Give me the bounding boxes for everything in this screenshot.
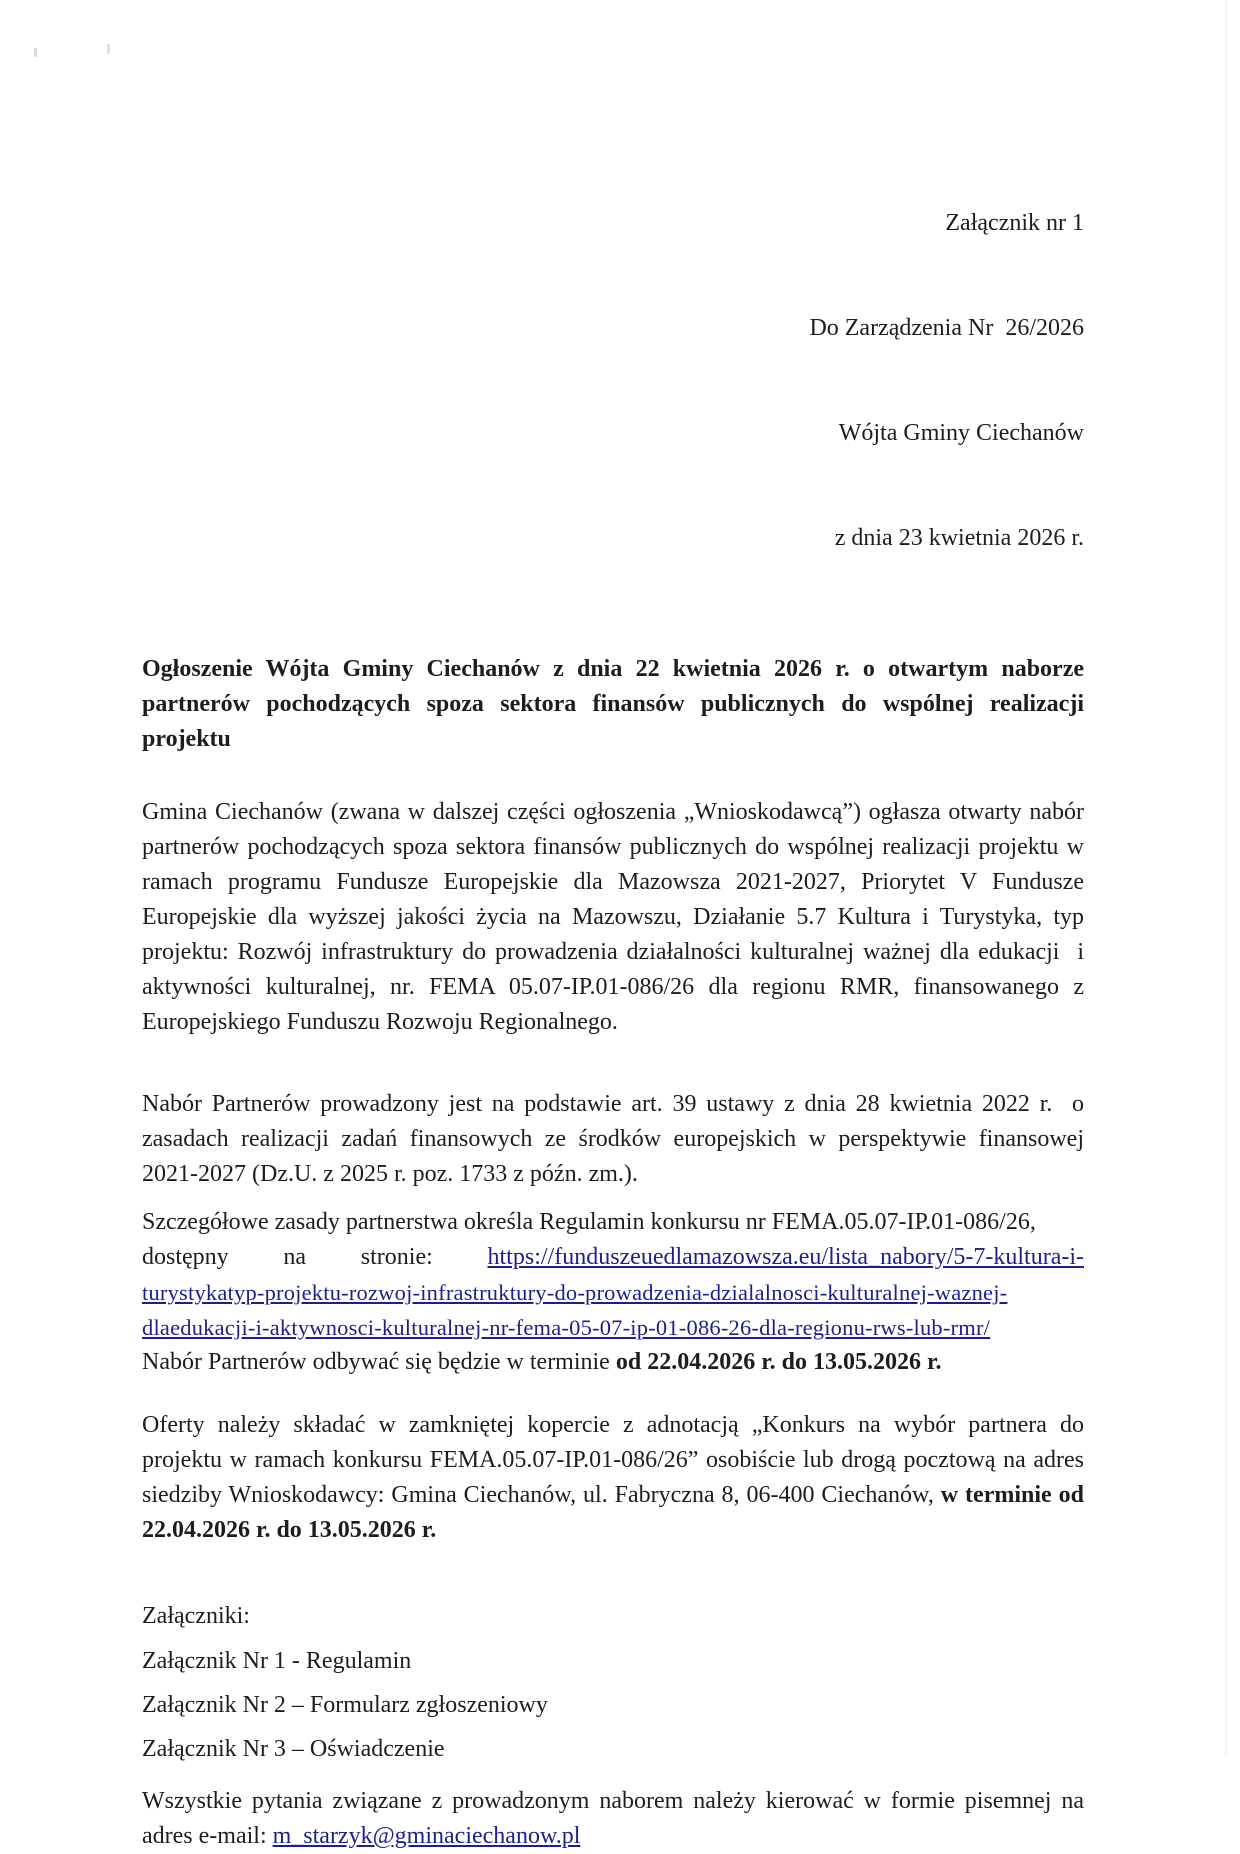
reference-line-attachment-number: Załącznik nr 1 bbox=[945, 210, 1084, 236]
recruitment-deadline-line bbox=[142, 1345, 1084, 1380]
attachment-item-3: Załącznik Nr 3 – Oświadczenie bbox=[142, 1736, 445, 1762]
text-run: Nabór Partnerów odbywać się będzie w terminie bbox=[142, 1349, 616, 1375]
regulation-url-link-line-2[interactable]: turystykatyp-projektu-rozwoj-infrastruktury-do-prowadzenia-dzialalnosci-kulturalnej-waznej- bbox=[142, 1280, 1008, 1305]
bold-text-run: od 22.04.2026 r. do 13.05.2026 r. bbox=[615, 1349, 942, 1375]
reference-line-issuer: Wójta Gminy Ciechanów bbox=[838, 420, 1084, 446]
regulation-url-row bbox=[142, 1275, 1084, 1310]
text-run: Oferty należy składać w zamkniętej kopercie z adnotacją „Konkurs na wybór partnera do projektu w ramach konkursu FEMA.05.07-IP.01-086/26” osobiście lub drogą pocztową na adres siedziby Wnioskodawcy: Gmina Ciechanów, ul. Fabryczna 8, 06-400 Ciechanów, bbox=[142, 1412, 1090, 1508]
bold-text-run: w terminie od 22.04.2026 r. do 13.05.2026 r. bbox=[142, 1482, 1090, 1543]
scan-edge-line bbox=[1225, 0, 1227, 1755]
regulations-intro-line: Szczegółowe zasady partnerstwa określa Regulamin konkursu nr FEMA.05.07-IP.01-086/26, bbox=[142, 1209, 1036, 1235]
attachment-item-1: Załącznik Nr 1 - Regulamin bbox=[142, 1648, 412, 1674]
document-title: Ogłoszenie Wójta Gminy Ciechanów z dnia 22 kwietnia 2026 r. o otwartym naborze partnerów pochodzących spoza sektora finansów publicznych do wspólnej realizacji projektu bbox=[142, 656, 1084, 752]
regulation-url-link-line-3[interactable]: dlaedukacji-i-aktywnosci-kulturalnej-nr-fema-05-07-ip-01-086-26-dla-regionu-rws-lub-rmr/ bbox=[142, 1315, 991, 1340]
attachment-item-2: Załącznik Nr 2 – Formularz zgłoszeniowy bbox=[142, 1692, 548, 1718]
regulations-available-line bbox=[142, 1240, 1084, 1275]
regulation-url-row bbox=[142, 1310, 1084, 1345]
regulations-available-prefix: dostępny na stronie: bbox=[142, 1244, 433, 1270]
regulation-url-link-line-1[interactable]: https://funduszeuedlamazowsza.eu/lista_nabory/5-7-kultura-i- bbox=[487, 1244, 1084, 1270]
attachments-label: Załączniki: bbox=[142, 1603, 250, 1629]
scan-speck bbox=[107, 44, 110, 54]
document-page bbox=[142, 0, 1090, 1854]
body-paragraph-announcement: Gmina Ciechanów (zwana w dalszej części ogłoszenia „Wnioskodawcą”) ogłasza otwarty nabór partnerów pochodzących spoza sektora finansów publicznych do wspólnej realizacji projektu w ramach programu Fundusze Europejskie dla Mazowsza 2021-2027, Priorytet V Fundusze Europejskie dla wyższej jakości życia na Mazowszu, Działanie 5.7 Kultura i Turystyka, typ projektu: Rozwój infrastruktury do prowadzenia działalności kulturalnej ważnej dla edukacji i aktywności kulturalnej, nr. FEMA 05.07-IP.01-086/26 dla regionu RMR, finansowanego z Europejskiego Funduszu Rozwoju Regionalnego. bbox=[142, 799, 1090, 1035]
footer-contact-paragraph bbox=[142, 1784, 1084, 1854]
header-reference-block bbox=[142, 0, 1084, 626]
scan-speck bbox=[34, 48, 37, 57]
body-paragraph-regulations bbox=[142, 1205, 1084, 1380]
text-run: Wszystkie pytania związane z prowadzonym naborem należy kierować w formie pisemnej na adres e-mail: bbox=[142, 1788, 1084, 1849]
email-link[interactable]: m_starzyk@gminaciechanow.pl bbox=[272, 1823, 581, 1849]
reference-line-ordinance-number: Do Zarządzenia Nr 26/2026 bbox=[809, 315, 1084, 341]
body-paragraph-legal-basis: Nabór Partnerów prowadzony jest na podstawie art. 39 ustawy z dnia 28 kwietnia 2022 r. o zasadach realizacji zadań finansowych ze środków europejskich w perspektywie finansowej 2021-2027 (Dz.U. z 2025 r. poz. 1733 z późn. zm.). bbox=[142, 1091, 1090, 1187]
reference-line-date: z dnia 23 kwietnia 2026 r. bbox=[834, 525, 1084, 551]
body-paragraph-offers bbox=[142, 1408, 1090, 1548]
